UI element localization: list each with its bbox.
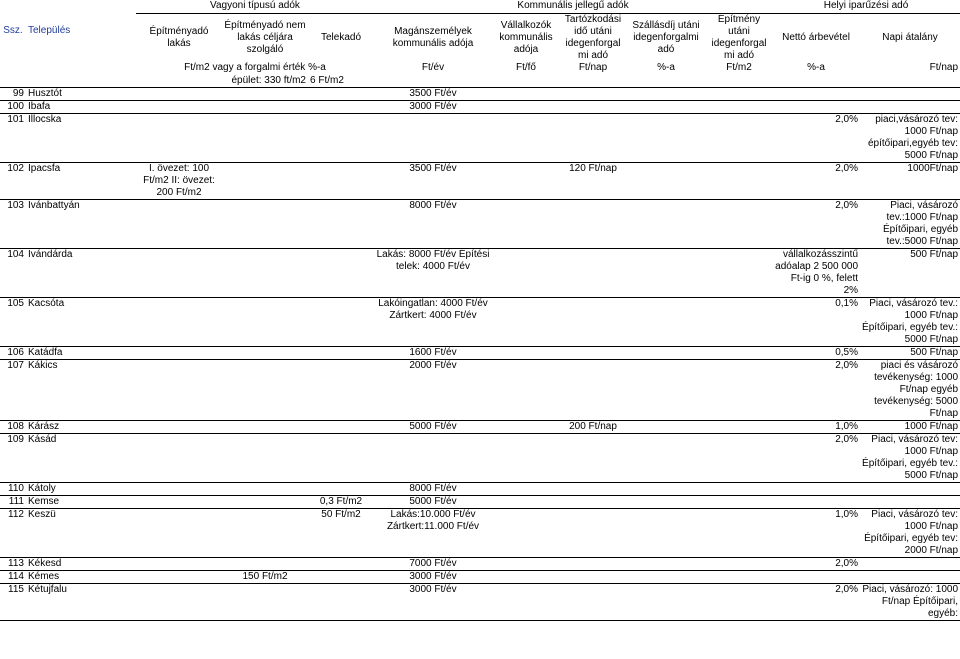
cell-ssz: 102: [0, 163, 26, 200]
cell-magan: 5000 Ft/év: [374, 496, 492, 509]
cell-epif: [706, 347, 772, 360]
cell-epif: [706, 101, 772, 114]
cell-telek: [308, 114, 374, 163]
cell-name: Kásád: [26, 434, 136, 483]
cell-netto: vállalkozásszintű adóalap 2 500 000 Ft-ig 0 %, felett 2%: [772, 249, 860, 298]
cell-netto: 2,0%: [772, 434, 860, 483]
cell-telek: 0,3 Ft/m2: [308, 496, 374, 509]
cell-magan: [374, 114, 492, 163]
cell-nemlakas: [222, 200, 308, 249]
cell-vall: [492, 571, 560, 584]
cell-name: Kákics: [26, 360, 136, 421]
cell-nemlakas: [222, 483, 308, 496]
cell-ssz: 110: [0, 483, 26, 496]
cell-epif: [706, 114, 772, 163]
cell-tart: [560, 584, 626, 621]
cell-vall: [492, 434, 560, 483]
cell-napi: [860, 571, 960, 584]
cell-vall: [492, 496, 560, 509]
cell-lakas: [136, 434, 222, 483]
cell-vall: [492, 360, 560, 421]
cell-magan: 3500 Ft/év: [374, 88, 492, 101]
col-header-tartozkodasi: Tartózkodási idő utáni idegenforgalmi adó: [564, 13, 622, 61]
cell-netto: 2,0%: [772, 360, 860, 421]
cell-name: Kacsóta: [26, 298, 136, 347]
cell-lakas: I. övezet: 100 Ft/m2 II: övezet: 200 Ft/m2: [136, 163, 222, 200]
cell-lakas: [136, 249, 222, 298]
cell-tart: [560, 298, 626, 347]
cell-epif: [706, 421, 772, 434]
cell-szall: [626, 421, 706, 434]
table-row: [0, 101, 960, 114]
col-header-napi: Napi átalány: [882, 31, 938, 43]
cell-telek: [308, 347, 374, 360]
cell-napi: 1000Ft/nap: [860, 163, 960, 200]
group-header-vagyoni: Vagyoni típusú adók: [136, 0, 374, 13]
cell-ssz: 101: [0, 114, 26, 163]
cell-napi: Piaci, vásározó tev.: 1000 Ft/nap Építőipari, egyéb tev.: 5000 Ft/nap: [860, 298, 960, 347]
cell-ssz: 109: [0, 434, 26, 483]
cell-szall: [626, 347, 706, 360]
cell-epif: [706, 163, 772, 200]
cell-magan: 3000 Ft/év: [374, 571, 492, 584]
col-header-telepules: Település: [28, 24, 71, 36]
cell-nemlakas: [222, 298, 308, 347]
cell-napi: Piaci, vásározó tev: 1000 Ft/nap Építőipari, egyéb tev: 2000 Ft/nap: [860, 509, 960, 558]
table-row: [0, 483, 960, 496]
cell-tart: 120 Ft/nap: [560, 163, 626, 200]
cell-lakas: [136, 558, 222, 571]
cell-epif: [706, 584, 772, 621]
cell-name: Illocska: [26, 114, 136, 163]
cell-napi: 500 Ft/nap: [860, 347, 960, 360]
unit-maganszemely: Ft/év: [421, 62, 445, 73]
group-header-kommunalis: Kommunális jellegű adók: [374, 0, 772, 13]
cell-netto: 2,0%: [772, 114, 860, 163]
cell-magan: [374, 434, 492, 483]
cell-lakas: [136, 571, 222, 584]
cell-szall: [626, 360, 706, 421]
cell-magan: 3000 Ft/év: [374, 584, 492, 621]
cell-nemlakas: [222, 421, 308, 434]
cell-tart: [560, 200, 626, 249]
cell-napi: [860, 483, 960, 496]
cell-name: Kémes: [26, 571, 136, 584]
cell-epif: [706, 249, 772, 298]
cell-telek: [308, 200, 374, 249]
cell-vall: [492, 509, 560, 558]
cell-magan: Lakóingatlan: 4000 Ft/év Zártkert: 4000 Ft/év: [374, 298, 492, 347]
cell-netto: 1,0%: [772, 509, 860, 558]
cell-magan: 1600 Ft/év: [374, 347, 492, 360]
cell-netto: [772, 88, 860, 101]
cell-vall: [492, 163, 560, 200]
sub-epulet: épület: 330 ft/m2: [136, 75, 308, 88]
cell-tart: [560, 509, 626, 558]
cell-napi: piaci,vásározó tev: 1000 Ft/nap építőipari,egyéb tev: 5000 Ft/nap: [860, 114, 960, 163]
cell-szall: [626, 496, 706, 509]
cell-lakas: [136, 200, 222, 249]
cell-name: Kétujfalu: [26, 584, 136, 621]
cell-telek: [308, 298, 374, 347]
cell-vall: [492, 421, 560, 434]
cell-szall: [626, 483, 706, 496]
cell-netto: 2,0%: [772, 584, 860, 621]
cell-napi: [860, 496, 960, 509]
cell-magan: 8000 Ft/év: [374, 200, 492, 249]
cell-napi: 500 Ft/nap: [860, 249, 960, 298]
cell-lakas: [136, 114, 222, 163]
cell-epif: [706, 200, 772, 249]
cell-epif: [706, 88, 772, 101]
table-row: [0, 88, 960, 101]
cell-netto: 2,0%: [772, 200, 860, 249]
cell-szall: [626, 571, 706, 584]
cell-napi: piaci és vásározó tevékenység: 1000 Ft/nap egyéb tevékenység: 5000 Ft/nap: [860, 360, 960, 421]
cell-lakas: [136, 496, 222, 509]
cell-tart: [560, 496, 626, 509]
cell-tart: [560, 249, 626, 298]
table-row: [0, 298, 960, 347]
cell-name: Ivánbattyán: [26, 200, 136, 249]
cell-vall: [492, 101, 560, 114]
cell-ssz: 106: [0, 347, 26, 360]
cell-szall: [626, 200, 706, 249]
cell-epif: [706, 298, 772, 347]
cell-vall: [492, 483, 560, 496]
cell-tart: 200 Ft/nap: [560, 421, 626, 434]
cell-napi: [860, 88, 960, 101]
cell-tart: [560, 571, 626, 584]
cell-nemlakas: [222, 558, 308, 571]
cell-napi: [860, 558, 960, 571]
table-row: [0, 496, 960, 509]
cell-vall: [492, 584, 560, 621]
cell-magan: 8000 Ft/év: [374, 483, 492, 496]
cell-vall: [492, 558, 560, 571]
table-row: [0, 584, 960, 621]
cell-lakas: [136, 421, 222, 434]
cell-szall: [626, 101, 706, 114]
cell-ssz: 114: [0, 571, 26, 584]
cell-napi: 1000 Ft/nap: [860, 421, 960, 434]
cell-telek: [308, 360, 374, 421]
cell-szall: [626, 509, 706, 558]
cell-nemlakas: [222, 509, 308, 558]
col-header-telekado: Telekadó: [320, 31, 362, 43]
cell-magan: 2000 Ft/év: [374, 360, 492, 421]
table-row: [0, 558, 960, 571]
col-header-epitmeny-ifa: Építmény utáni idegenforgalmi adó: [711, 13, 767, 61]
cell-vall: [492, 200, 560, 249]
col-header-maganszemelyek: Magánszemélyek kommunális adója: [392, 25, 474, 49]
cell-ssz: 107: [0, 360, 26, 421]
table-row: [0, 249, 960, 298]
cell-name: Kékesd: [26, 558, 136, 571]
cell-telek: [308, 483, 374, 496]
col-header-epitmeny-nemlakas: Építményadó nem lakás céljára szolgáló: [224, 19, 306, 55]
cell-tart: [560, 88, 626, 101]
cell-netto: 0,1%: [772, 298, 860, 347]
cell-lakas: [136, 298, 222, 347]
cell-lakas: [136, 584, 222, 621]
cell-epif: [706, 434, 772, 483]
cell-telek: [308, 434, 374, 483]
sub-telek: 6 Ft/m2: [308, 75, 374, 88]
cell-epif: [706, 360, 772, 421]
cell-name: Ipacsfa: [26, 163, 136, 200]
cell-nemlakas: 150 Ft/m2: [222, 571, 308, 584]
cell-nemlakas: [222, 101, 308, 114]
table-row: [0, 114, 960, 163]
cell-netto: [772, 571, 860, 584]
col-header-szallasdij: Szállásdíj utáni idegenforgalmi adó: [632, 19, 700, 55]
cell-magan: Lakás:10.000 Ft/év Zártkert:11.000 Ft/év: [374, 509, 492, 558]
cell-nemlakas: [222, 347, 308, 360]
cell-napi: Piaci, vásározó tev.:1000 Ft/nap Építőipari, egyéb tev.:5000 Ft/nap: [860, 200, 960, 249]
cell-ssz: 99: [0, 88, 26, 101]
cell-magan: 7000 Ft/év: [374, 558, 492, 571]
cell-magan: Lakás: 8000 Ft/év Építési telek: 4000 Ft/év: [374, 249, 492, 298]
cell-tart: [560, 360, 626, 421]
cell-ssz: 113: [0, 558, 26, 571]
cell-szall: [626, 584, 706, 621]
cell-tart: [560, 347, 626, 360]
cell-lakas: [136, 347, 222, 360]
table-row: [0, 360, 960, 421]
cell-magan: 3000 Ft/év: [374, 101, 492, 114]
cell-vall: [492, 347, 560, 360]
cell-name: Ivándárda: [26, 249, 136, 298]
cell-szall: [626, 434, 706, 483]
cell-ssz: 111: [0, 496, 26, 509]
cell-telek: [308, 249, 374, 298]
cell-nemlakas: [222, 249, 308, 298]
unit-netto: %-a: [807, 62, 825, 73]
cell-telek: [308, 571, 374, 584]
cell-epif: [706, 558, 772, 571]
cell-lakas: [136, 88, 222, 101]
cell-magan: 3500 Ft/év: [374, 163, 492, 200]
cell-vall: [492, 249, 560, 298]
cell-name: Katádfa: [26, 347, 136, 360]
cell-netto: [772, 483, 860, 496]
cell-nemlakas: [222, 163, 308, 200]
cell-netto: 1,0%: [772, 421, 860, 434]
cell-szall: [626, 88, 706, 101]
cell-netto: 2,0%: [772, 163, 860, 200]
cell-epif: [706, 571, 772, 584]
cell-lakas: [136, 509, 222, 558]
cell-telek: [308, 421, 374, 434]
cell-ssz: 115: [0, 584, 26, 621]
cell-szall: [626, 298, 706, 347]
unit-tartozkodasi: Ft/nap: [578, 62, 608, 73]
cell-name: Kemse: [26, 496, 136, 509]
cell-telek: [308, 88, 374, 101]
cell-nemlakas: [222, 496, 308, 509]
unit-vagyoni: Ft/m2 vagy a forgalmi érték %-a: [184, 62, 326, 73]
cell-lakas: [136, 360, 222, 421]
cell-ssz: 112: [0, 509, 26, 558]
cell-telek: [308, 163, 374, 200]
table-row: [0, 571, 960, 584]
cell-magan: 5000 Ft/év: [374, 421, 492, 434]
cell-nemlakas: [222, 88, 308, 101]
cell-ssz: 104: [0, 249, 26, 298]
unit-vallalkozo: Ft/fő: [515, 62, 536, 73]
cell-netto: 0,5%: [772, 347, 860, 360]
cell-napi: Piaci, vásározó tev: 1000 Ft/nap Építőipari, egyéb tev.: 5000 Ft/nap: [860, 434, 960, 483]
cell-name: Husztót: [26, 88, 136, 101]
cell-name: Keszü: [26, 509, 136, 558]
cell-telek: [308, 101, 374, 114]
cell-epif: [706, 509, 772, 558]
col-header-ssz: Ssz.: [3, 24, 23, 36]
cell-telek: 50 Ft/m2: [308, 509, 374, 558]
group-header-helyi: Helyi iparűzési adó: [772, 0, 960, 13]
cell-napi: [860, 101, 960, 114]
unit-napi: Ft/nap: [929, 62, 959, 73]
cell-netto: [772, 101, 860, 114]
cell-napi: Piaci, vásározó: 1000 Ft/nap Építőipari, egyéb:: [860, 584, 960, 621]
col-header-epitmeny-lakas: Építményadó lakás: [149, 25, 209, 49]
cell-nemlakas: [222, 584, 308, 621]
cell-lakas: [136, 101, 222, 114]
cell-ssz: 103: [0, 200, 26, 249]
cell-szall: [626, 163, 706, 200]
cell-telek: [308, 584, 374, 621]
table-body: [0, 88, 960, 621]
table-row: [0, 347, 960, 360]
cell-szall: [626, 558, 706, 571]
cell-lakas: [136, 483, 222, 496]
cell-telek: [308, 558, 374, 571]
table-row: [0, 434, 960, 483]
table-row: [0, 509, 960, 558]
cell-epif: [706, 483, 772, 496]
cell-epif: [706, 496, 772, 509]
cell-name: Kárász: [26, 421, 136, 434]
cell-name: Ibafa: [26, 101, 136, 114]
cell-vall: [492, 114, 560, 163]
table-row: [0, 421, 960, 434]
cell-nemlakas: [222, 434, 308, 483]
cell-nemlakas: [222, 114, 308, 163]
unit-epitmeny-ifa: Ft/m2: [726, 62, 752, 73]
cell-tart: [560, 434, 626, 483]
cell-name: Kátoly: [26, 483, 136, 496]
cell-tart: [560, 101, 626, 114]
col-header-vallalkozok: Vállalkozók kommunális adója: [499, 19, 553, 55]
table-row: [0, 200, 960, 249]
unit-szallasdij: %-a: [657, 62, 675, 73]
cell-szall: [626, 249, 706, 298]
table-header: [0, 0, 960, 88]
cell-vall: [492, 88, 560, 101]
cell-szall: [626, 114, 706, 163]
cell-nemlakas: [222, 360, 308, 421]
cell-tart: [560, 483, 626, 496]
cell-netto: [772, 496, 860, 509]
cell-vall: [492, 298, 560, 347]
table-row: [0, 163, 960, 200]
cell-tart: [560, 114, 626, 163]
cell-ssz: 108: [0, 421, 26, 434]
cell-tart: [560, 558, 626, 571]
col-header-netto: Nettó árbevétel: [782, 31, 850, 43]
cell-netto: 2,0%: [772, 558, 860, 571]
cell-ssz: 100: [0, 101, 26, 114]
cell-ssz: 105: [0, 298, 26, 347]
